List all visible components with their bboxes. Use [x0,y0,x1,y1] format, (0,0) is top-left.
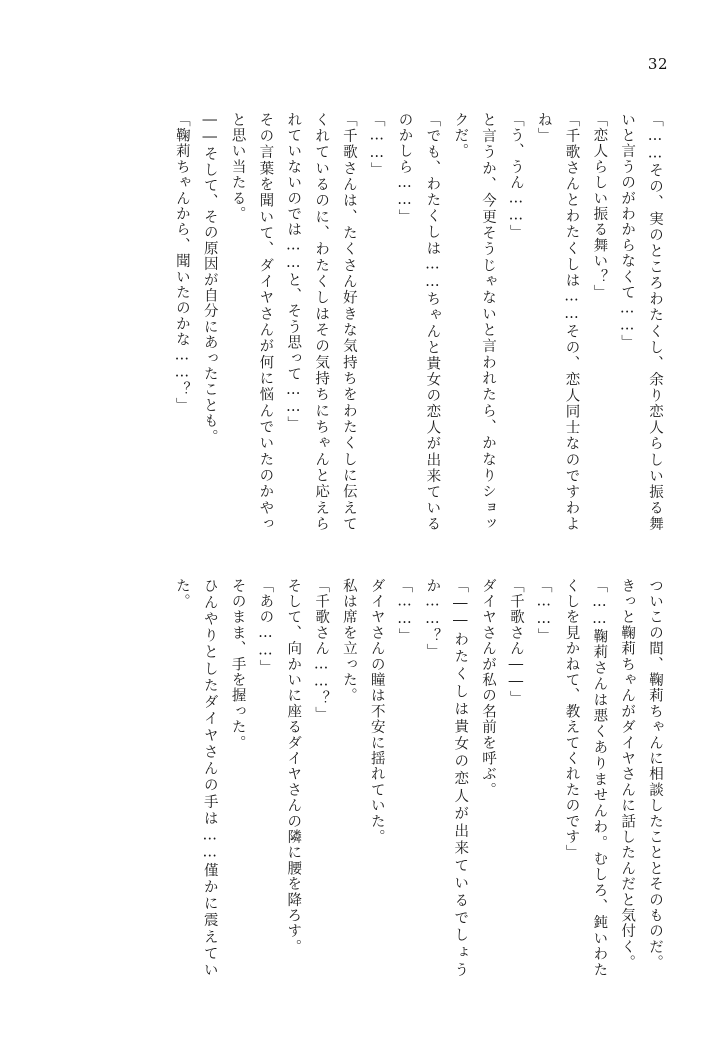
paragraph: そのまま、手を握った。 [229,578,246,751]
paragraph: そして、向かいに座るダイヤさんの隣に腰を降ろす。 [285,578,302,955]
paragraph: ついこの間、鞠莉ちゃんに相談したこととそのものだ。 [647,578,663,971]
paragraph: 「恋人らしい振る舞い？」 [591,112,608,301]
paragraph: 「……その、実のところわたくし、余り恋人らしい振る舞いと言うのがわからなくて……」 [619,112,663,532]
body-text-upper [108,112,668,532]
paragraph: 「千歌さん……？」 [313,578,330,723]
paragraph: 「――わたくしは貴女の恋人が出来ているでしょうか……？」 [424,578,469,978]
paragraph: ――そして、その原因が自分にあったことも。 [201,112,218,445]
paragraph: その言葉を聞いて、ダイヤさんが何に悩んでいたのかやっと思い当たる。 [229,112,274,532]
paragraph: きっと鞠莉ちゃんがダイヤさんに話したんだと気付く。 [619,578,636,971]
paragraph: 「……」 [368,112,385,178]
paragraph: 「……」 [396,578,413,644]
paragraph: 「……」 [535,578,552,644]
paragraph: 「鞠莉ちゃんから、聞いたのかな……？」 [173,112,190,414]
paragraph: 「う、うん……」 [507,112,524,241]
paragraph: ダイヤさんが私の名前を呼ぶ。 [480,578,497,798]
paragraph: 「千歌さんとわたくしは……その、恋人同士なのですわよね」 [535,112,580,532]
paragraph: 「……鞠莉さんは悪くありませんわ。むしろ、鈍いわたくしを見かねて、教えてくれたのです」 [563,578,608,978]
paragraph: ダイヤさんの瞳は不安に揺れていた。 [368,578,385,845]
paragraph: 「千歌さん――」 [507,578,524,707]
page-number: 32 [647,55,668,73]
paragraph: ひんやりとしたダイヤさんの手は……僅かに震えていた。 [173,578,218,978]
paragraph: 「あの……」 [257,578,274,676]
paragraph: 私は席を立った。 [340,578,357,704]
body-text-lower [108,578,668,978]
paragraph: 「千歌さんは、たくさん好きな気持ちをわたくしに伝えてくれているのに、わたくしはその気持ちにちゃんと応えられていないのでは……と、そう思って……」 [285,112,357,532]
paragraph: と言うか、今更そうじゃないと言われたら、かなりショックだ。 [452,112,497,532]
paragraph: 「でも、わたくしは……ちゃんと貴女の恋人が出来ているのかしら……」 [396,112,441,532]
